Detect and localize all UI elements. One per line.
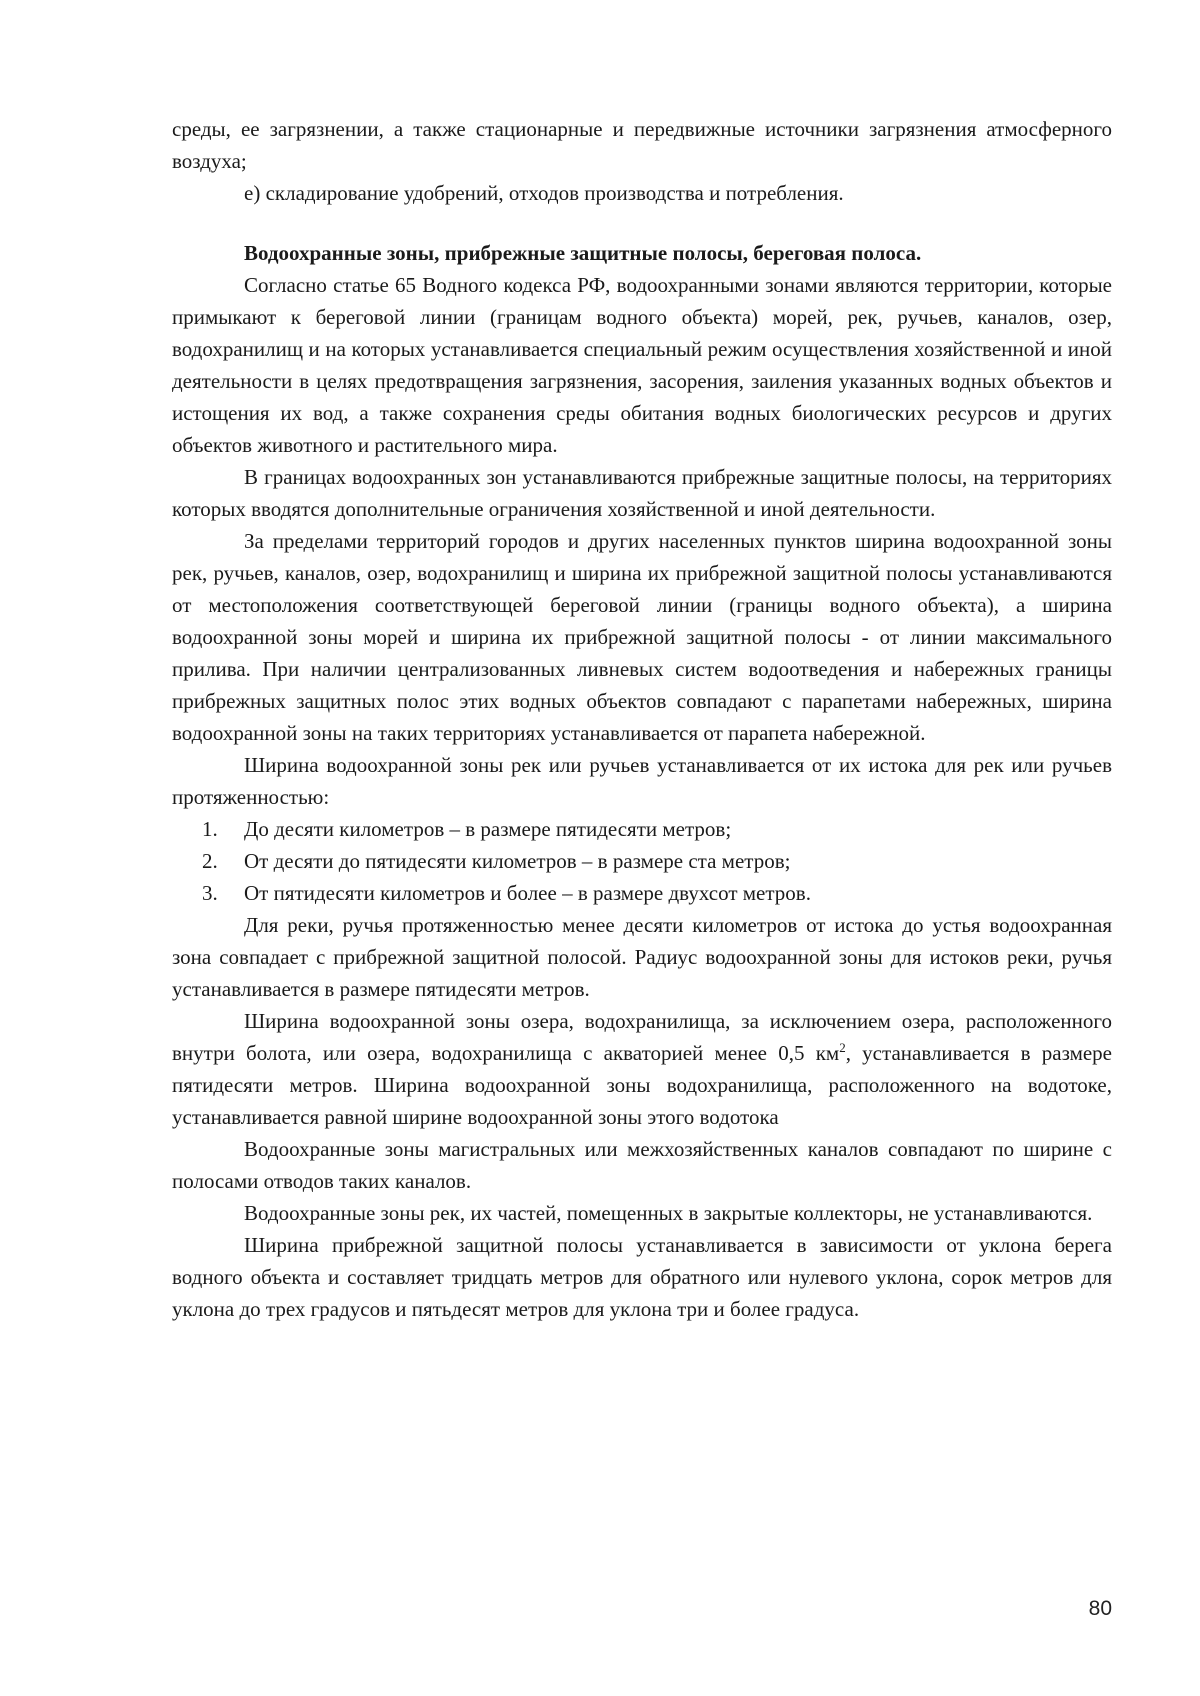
list-item [172,845,1112,877]
list-item-text: От пятидесяти километров и более – в размере двухсот метров. [244,881,811,905]
superscript-2: 2 [839,1040,846,1055]
paragraph-article-65: Согласно статье 65 Водного кодекса РФ, водоохранными зонами являются территории, которые примыкают к береговой линии (границам водного объекта) морей, рек, ручьев, каналов, озер, водохранилищ и на которых устанавливается специальный режим осуществления хозяйственной и иной деятельности в целях предотвращения загрязнения, засорения, заиления указанных водных объектов и истощения их вод, а также сохранения среды обитания водных биологических ресурсов и других объектов животного и растительного мира. [172,273,1112,457]
paragraph-protective-strips: В границах водоохранных зон устанавливаются прибрежные защитные полосы, на территориях которых вводятся дополнительные ограничения хозяйственной и иной деятельности. [172,465,1112,521]
paragraph-outside-cities: За пределами территорий городов и других населенных пунктов ширина водоохранной зоны рек, ручьев, каналов, озер, водохранилищ и ширина их прибрежной защитной полосы устанавливаются от местоположения соответствующей береговой линии (границы водного объекта), а ширина водоохранной зоны морей и ширина их прибрежной защитной полосы - от линии максимального прилива. При наличии централизованных ливневых систем водоотведения и набережных границы прибрежных защитных полос этих водных объектов совпадают с парапетами набережных, ширина водоохранной зоны на таких территориях устанавливается от парапета набережной. [172,529,1112,745]
paragraph-lakes [172,1005,1112,1133]
paragraph-strip-width: Ширина прибрежной защитной полосы устанавливается в зависимости от уклона берега водного объекта и составляет тридцать метров для обратного или нулевого уклона, сорок метров для уклона до трех градусов и пятьдесят метров для уклона три и более градуса. [172,1233,1112,1321]
list-item [172,877,1112,909]
list-item-text: До десяти километров – в размере пятидесяти метров; [244,817,732,841]
list-item-number: 3. [202,881,218,905]
list-item-number: 1. [202,817,218,841]
paragraph-short-rivers: Для реки, ручья протяженностью менее десяти километров от истока до устья водоохранная зона совпадает с прибрежной защитной полосой. Радиус водоохранной зоны для истоков реки, ручья устанавливается в размере пятидесяти метров. [172,913,1112,1001]
page-number: 80 [1088,1597,1112,1620]
section-heading: Водоохранные зоны, прибрежные защитные полосы, береговая полоса. [244,241,922,265]
list-item [172,813,1112,845]
list-item-text: От десяти до пятидесяти километров – в размере ста метров; [244,849,791,873]
paragraph-lakes-part-a: Ширина водоохранной зоны озера, водохранилища, за исключением озера, расположенного внутри болота, или озера, водохранилища с акваторией менее 0,5 км [172,1009,1112,1065]
paragraph-canals: Водоохранные зоны магистральных или межхозяйственных каналов совпадают по ширине с полосами отводов таких каналов. [172,1137,1112,1193]
paragraph-river-width: Ширина водоохранной зоны рек или ручьев устанавливается от их истока для рек или ручьев протяженностью: [172,753,1112,809]
list-item-number: 2. [202,849,218,873]
document-page [172,113,1112,1325]
item-e-paragraph: е) складирование удобрений, отходов производства и потребления. [244,181,844,205]
paragraph-lakes-part-b: , устанавливается в размере пятидесяти метров. Ширина водоохранной зоны водохранилища, расположенного на водотоке, устанавливается равной ширине водоохранной зоны этого водотока [172,1041,1112,1129]
continuation-paragraph: среды, ее загрязнении, а также стационарные и передвижные источники загрязнения атмосферного воздуха; [172,117,1112,173]
river-length-list [172,813,1112,909]
paragraph-collectors: Водоохранные зоны рек, их частей, помещенных в закрытые коллекторы, не устанавливаются. [244,1201,1093,1225]
